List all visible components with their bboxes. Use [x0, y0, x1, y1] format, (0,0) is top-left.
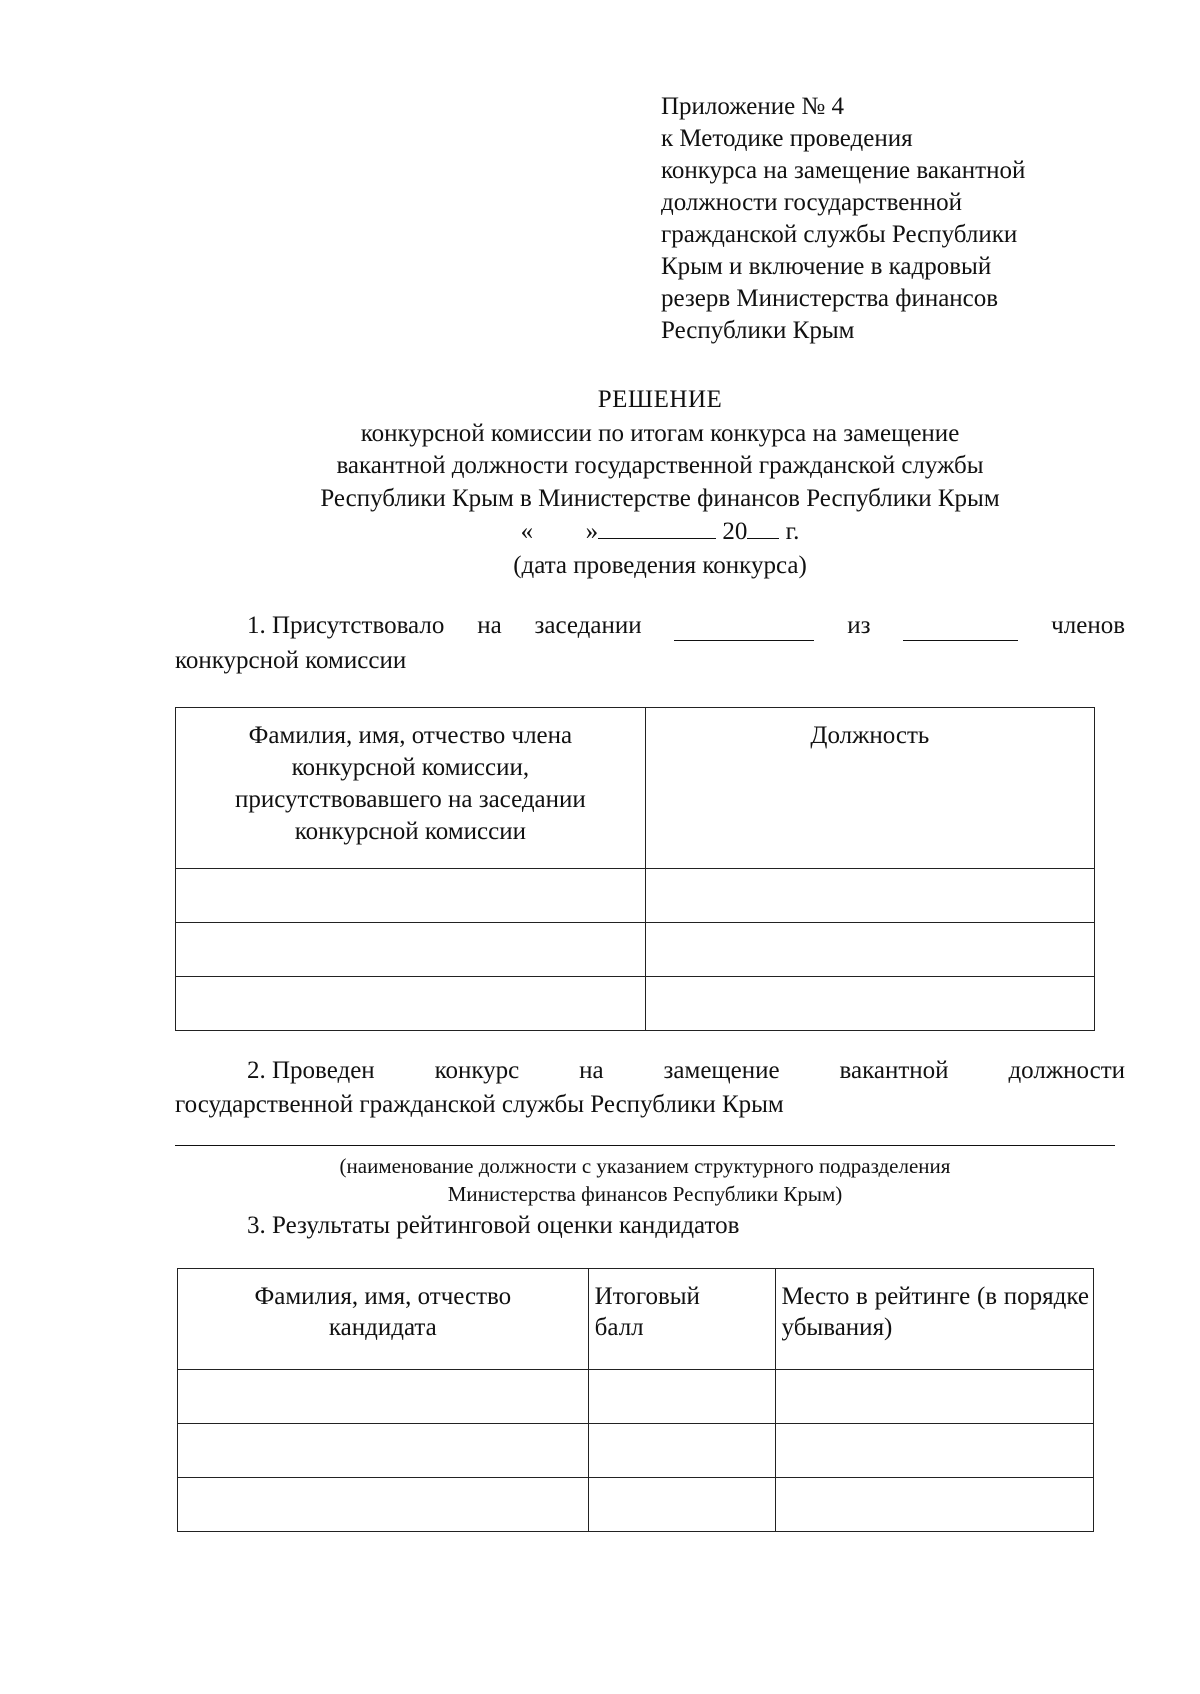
appendix-line: резерв Министерства финансов — [661, 285, 999, 312]
column-header-total-score: Итоговый балл — [588, 1269, 775, 1370]
position-name-blank-line[interactable] — [175, 1145, 1115, 1146]
section-2-number: 2. — [247, 1057, 266, 1084]
table-cell[interactable] — [178, 1424, 589, 1478]
section-1-word: заседании — [534, 612, 642, 639]
appendix-line: должности государственной — [661, 189, 962, 216]
position-name-note-line: Министерства финансов Республики Крым) — [447, 1182, 843, 1206]
table-row — [178, 1478, 1094, 1532]
table-row — [176, 923, 1095, 977]
table-cell[interactable] — [178, 1370, 589, 1424]
table-row — [178, 1424, 1094, 1478]
appendix-line: к Методике проведения — [661, 125, 913, 152]
section-1-word: на — [477, 612, 502, 639]
section-2-word: замещение — [663, 1057, 780, 1084]
section-2-word: Проведен — [272, 1057, 375, 1084]
document-subtitle-line: вакантной должности государственной гражданской службы — [336, 452, 984, 479]
table-cell[interactable] — [176, 977, 646, 1031]
section-2-word: вакантной — [839, 1057, 949, 1084]
date-note: (дата проведения конкурса) — [513, 552, 807, 579]
section-2-word: конкурс — [434, 1057, 520, 1084]
appendix-line: конкурса на замещение вакантной — [661, 157, 1026, 184]
document-subtitle-line: Республики Крым в Министерстве финансов Республики Крым — [320, 485, 1000, 512]
date-line — [150, 516, 1170, 547]
candidates-table — [177, 1268, 1094, 1532]
section-1-line-2: конкурсной комиссии — [175, 647, 407, 675]
appendix-line: гражданской службы Республики — [661, 221, 1018, 248]
table-cell[interactable] — [588, 1370, 775, 1424]
date-month-blank[interactable] — [598, 516, 716, 539]
date-year-blank[interactable] — [747, 516, 779, 539]
table-header-row — [178, 1269, 1094, 1370]
table-header-row — [176, 708, 1095, 869]
total-count-blank[interactable] — [903, 618, 1018, 641]
section-1-word: членов — [1051, 612, 1125, 639]
table-cell[interactable] — [645, 869, 1094, 923]
table-cell[interactable] — [775, 1424, 1093, 1478]
table-cell[interactable] — [775, 1370, 1093, 1424]
section-2-paragraph — [175, 1055, 1125, 1121]
date-close-quote: » — [585, 518, 599, 545]
section-1-paragraph — [175, 610, 1125, 677]
section-1-line-1 — [175, 610, 1125, 641]
section-1-word: из — [847, 612, 871, 639]
table-cell[interactable] — [588, 1424, 775, 1478]
appendix-line: Приложение № 4 — [661, 93, 845, 120]
table-cell[interactable] — [645, 977, 1094, 1031]
position-name-note — [175, 1152, 1115, 1208]
table-cell[interactable] — [645, 923, 1094, 977]
present-count-blank[interactable] — [674, 618, 814, 641]
section-2-line-1 — [175, 1055, 1125, 1086]
date-open-quote: « — [520, 518, 534, 545]
column-header-candidate-name: Фамилия, имя, отчество кандидата — [178, 1269, 589, 1370]
table-cell[interactable] — [178, 1478, 589, 1532]
table-row — [178, 1370, 1094, 1424]
section-3-heading: 3. Результаты рейтинговой оценки кандидатов — [247, 1212, 740, 1239]
table-row — [176, 869, 1095, 923]
column-header-rating-place: Место в рейтинге (в порядке убывания) — [775, 1269, 1093, 1370]
appendix-header — [661, 91, 1101, 347]
table-cell[interactable] — [176, 869, 646, 923]
date-year-suffix: г. — [785, 518, 800, 545]
date-year-prefix: 20 — [722, 518, 748, 545]
table-cell[interactable] — [775, 1478, 1093, 1532]
table-cell[interactable] — [588, 1478, 775, 1532]
members-table — [175, 707, 1095, 1031]
document-title: РЕШЕНИЕ — [597, 386, 723, 413]
document-subtitle-line: конкурсной комиссии по итогам конкурса на замещение — [360, 420, 960, 447]
section-1-number: 1. — [247, 612, 266, 639]
table-row — [176, 977, 1095, 1031]
column-header-position: Должность — [645, 708, 1094, 869]
position-name-note-line: (наименование должности с указанием структурного подразделения — [339, 1154, 951, 1178]
section-2-line-2: государственной гражданской службы Республики Крым — [175, 1091, 784, 1119]
table-cell[interactable] — [176, 923, 646, 977]
section-2-word: на — [579, 1057, 604, 1084]
column-header-member-name: Фамилия, имя, отчество члена конкурсной комиссии, присутствовавшего на заседании конкурсной комиссии — [176, 708, 646, 869]
appendix-line: Республики Крым — [661, 317, 855, 344]
section-2-word: должности — [1008, 1057, 1125, 1084]
section-1-word: Присутствовало — [272, 612, 445, 639]
appendix-line: Крым и включение в кадровый — [661, 253, 992, 280]
